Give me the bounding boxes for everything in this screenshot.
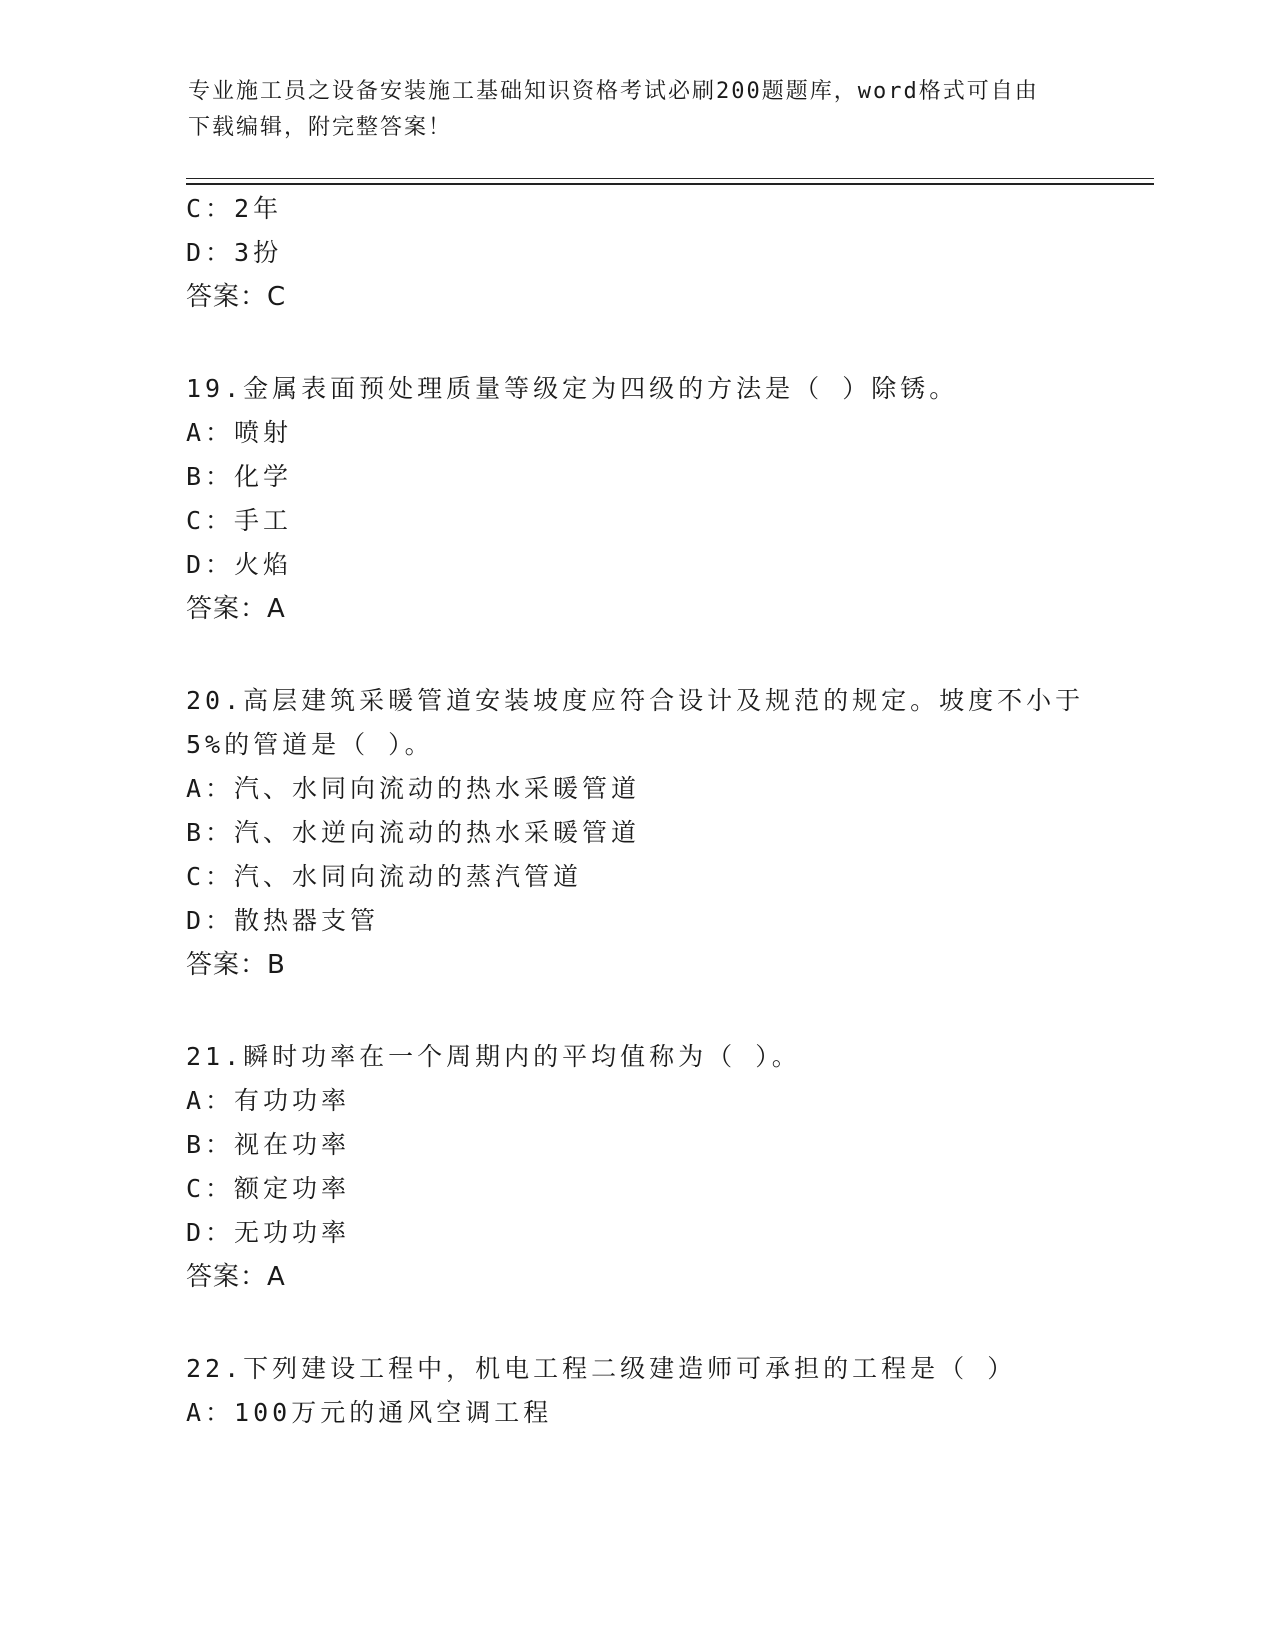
q20-option-d: D：散热器支管 bbox=[186, 906, 380, 935]
q21-answer: 答案：A bbox=[186, 1262, 286, 1292]
prev-option-c: C：2年 bbox=[186, 194, 283, 223]
q19-question: 19.金属表面预处理质量等级定为四级的方法是（ ）除锈。 bbox=[186, 374, 959, 403]
q21-option-b: B：视在功率 bbox=[186, 1130, 351, 1159]
q19-answer: 答案：A bbox=[186, 594, 286, 624]
q19-option-c: C：手工 bbox=[186, 506, 293, 535]
prev-answer: 答案：C bbox=[186, 282, 287, 312]
q19-option-b: B：化学 bbox=[186, 462, 293, 491]
q20-option-c: C：汽、水同向流动的蒸汽管道 bbox=[186, 862, 583, 891]
q21-option-a: A：有功功率 bbox=[186, 1086, 351, 1115]
header-line-1: 专业施工员之设备安装施工基础知识资格考试必刷200题题库，word格式可自由 bbox=[188, 79, 1039, 104]
prev-option-d: D：3扮 bbox=[186, 238, 283, 267]
document-header bbox=[188, 74, 1088, 146]
q20-question-line-1: 20.高层建筑采暖管道安装坡度应符合设计及规范的规定。坡度不小于 bbox=[186, 686, 1085, 715]
header-divider-thin bbox=[186, 178, 1154, 179]
q20-question-line-2: 5%的管道是（ ）。 bbox=[186, 730, 434, 759]
header-divider-thick bbox=[186, 183, 1154, 185]
q21-question: 21.瞬时功率在一个周期内的平均值称为（ ）。 bbox=[186, 1042, 801, 1071]
q22-question: 22.下列建设工程中，机电工程二级建造师可承担的工程是（ ） bbox=[186, 1354, 1017, 1383]
q20-option-a: A：汽、水同向流动的热水采暖管道 bbox=[186, 774, 641, 803]
q19-option-d: D：火焰 bbox=[186, 550, 293, 579]
header-line-2: 下载编辑，附完整答案！ bbox=[188, 115, 453, 140]
q22-option-a: A：100万元的通风空调工程 bbox=[186, 1398, 553, 1427]
q20-answer: 答案：B bbox=[186, 950, 286, 980]
q19-option-a: A：喷射 bbox=[186, 418, 293, 447]
q21-option-c: C：额定功率 bbox=[186, 1174, 351, 1203]
q21-option-d: D：无功功率 bbox=[186, 1218, 351, 1247]
q20-option-b: B：汽、水逆向流动的热水采暖管道 bbox=[186, 818, 641, 847]
